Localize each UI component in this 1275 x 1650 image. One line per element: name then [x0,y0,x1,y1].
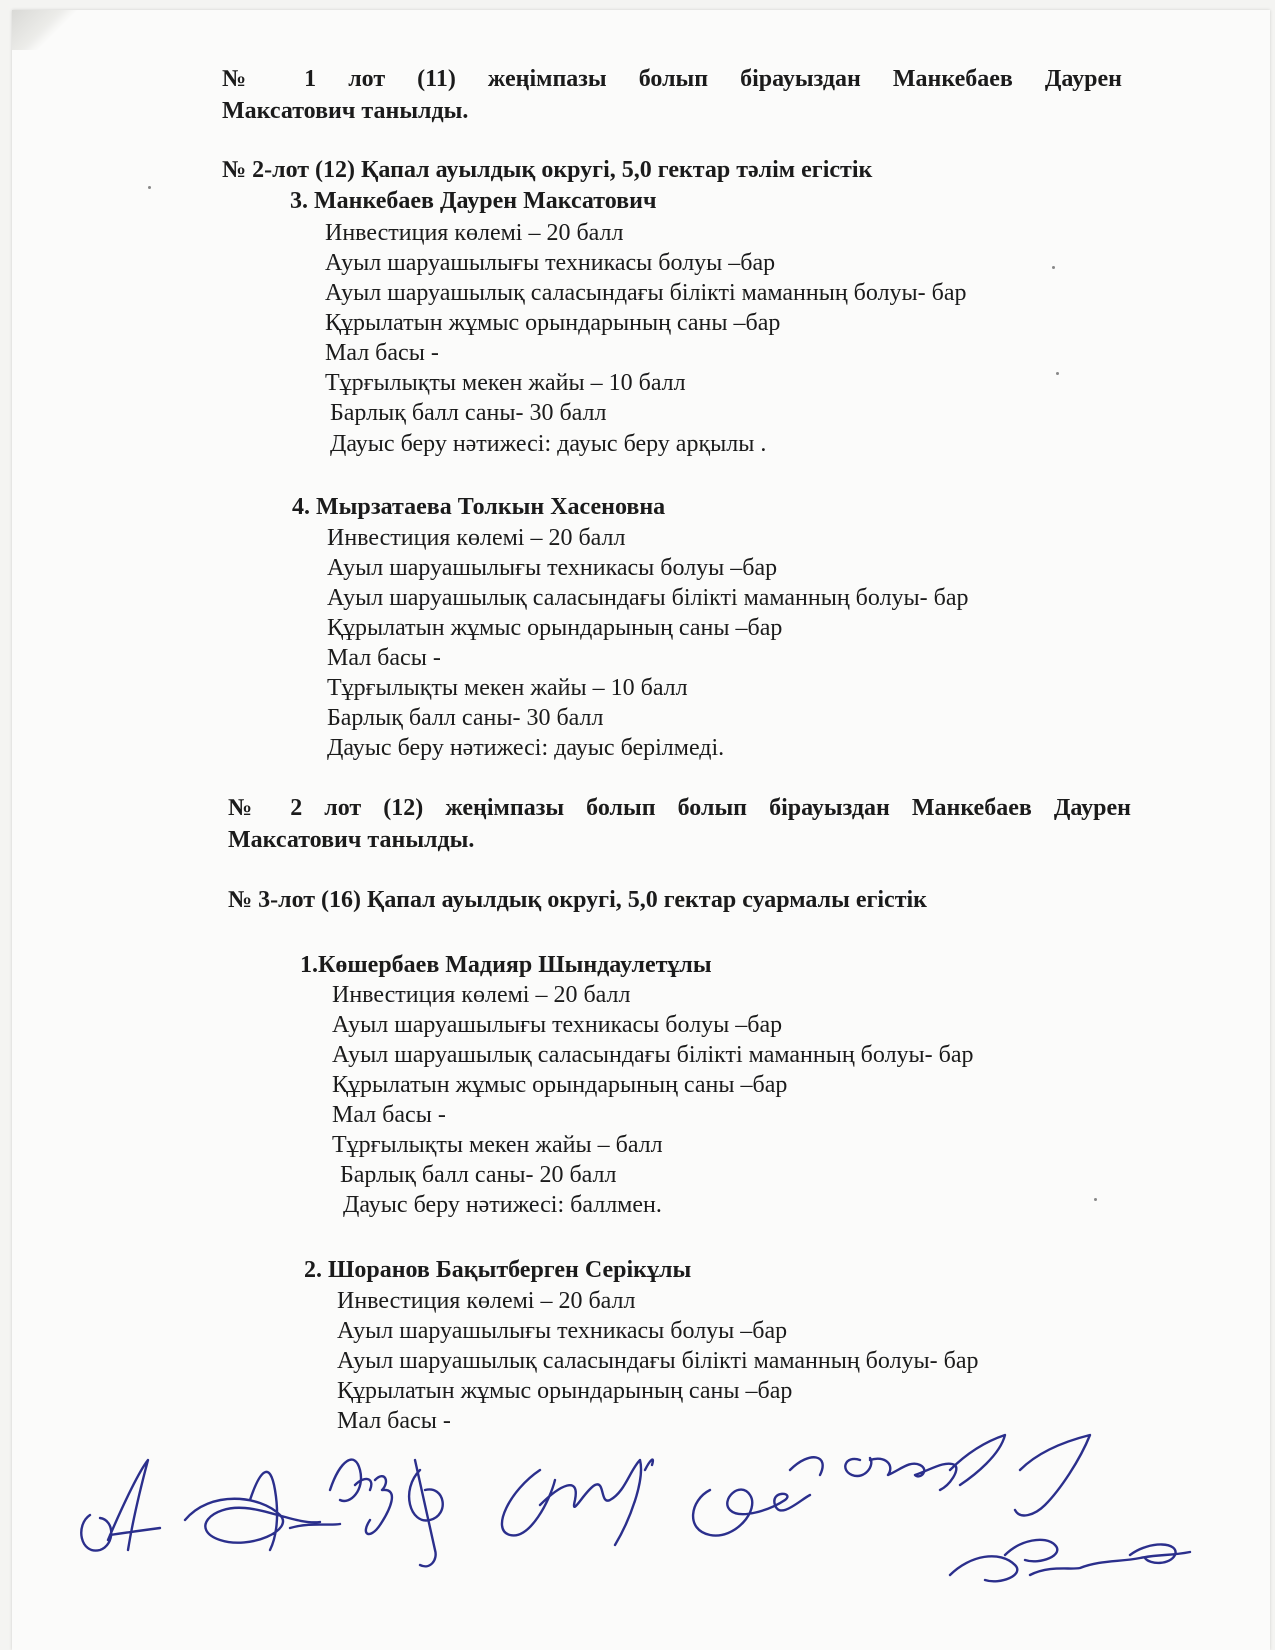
signature-8 [950,1435,1190,1581]
lot2-winner-line2: Максатович танылды. [228,827,475,853]
signature-3 [330,1460,392,1534]
signatures-row [70,1430,1240,1645]
criterion-jobs: Құрылатын жұмыс орындарының саны –бар [337,1378,793,1404]
criterion-livestock: Мал басы - [325,340,439,366]
lot2-candidate-name: 4. Мырзатаева Толкын Хасеновна [292,494,666,520]
criterion-residence: Тұрғылықты мекен жайы – балл [332,1132,663,1158]
criterion-specialist: Ауыл шаруашылық саласындағы білікті маманның болуы- бар [327,585,969,611]
criterion-total: Барлық балл саны- 30 балл [327,705,604,731]
lot1-winner-line2: Максатович танылды. [222,98,469,124]
scan-speck [1056,372,1059,375]
lot3-candidate-name: 2. Шоранов Бақытберген Серікұлы [304,1257,692,1283]
vote-result: Дауыс беру нәтижесі: дауыс беру арқылы . [330,431,767,457]
criterion-specialist: Ауыл шаруашылық саласындағы білікті маманның болуы- бар [332,1042,974,1068]
criterion-livestock: Мал басы - [327,645,441,671]
signature-1 [81,1460,160,1551]
signatures-drawing [70,1430,1240,1645]
criterion-residence: Тұрғылықты мекен жайы – 10 балл [327,675,688,701]
signature-2 [185,1472,340,1550]
vote-result: Дауыс беру нәтижесі: дауыс берілмеді. [327,735,725,761]
scan-speck [1052,266,1055,269]
criterion-livestock: Мал басы - [332,1102,446,1128]
criterion-investment: Инвестиция көлемі – 20 балл [332,982,631,1008]
criterion-machinery: Ауыл шаруашылығы техникасы болуы –бар [337,1318,788,1344]
signature-4 [409,1460,443,1566]
scan-speck [1094,1198,1097,1201]
criterion-machinery: Ауыл шаруашылығы техникасы болуы –бар [332,1012,783,1038]
criterion-machinery: Ауыл шаруашылығы техникасы болуы –бар [327,555,778,581]
criterion-investment: Инвестиция көлемі – 20 балл [337,1288,636,1314]
criterion-investment: Инвестиция көлемі – 20 балл [325,220,624,246]
criterion-specialist: Ауыл шаруашылық саласындағы білікті маманның болуы- бар [337,1348,979,1374]
criterion-residence: Тұрғылықты мекен жайы – 10 балл [325,370,686,396]
criterion-total: Барлық балл саны- 20 балл [340,1162,617,1188]
signature-7 [845,1435,1005,1490]
signature-6 [693,1457,823,1535]
criterion-jobs: Құрылатын жұмыс орындарының саны –бар [327,615,783,641]
lot2-winner-line1: № 2 лот (12) жеңімпазы болып болып бірауыздан Манкебаев Даурен [228,795,1131,821]
lot1-winner-line1: № 1 лот (11) жеңімпазы болып бірауыздан Манкебаев Даурен [222,66,1122,92]
criterion-livestock: Мал басы - [337,1408,451,1434]
criterion-specialist: Ауыл шаруашылық саласындағы білікті маманның болуы- бар [325,280,967,306]
lot3-heading: № 3-лот (16) Қапал ауылдық округі, 5,0 гектар суармалы егістік [228,887,927,913]
criterion-jobs: Құрылатын жұмыс орындарының саны –бар [325,310,781,336]
criterion-investment: Инвестиция көлемі – 20 балл [327,525,626,551]
lot3-candidate-name: 1.Көшербаев Мадияр Шындаулетұлы [300,952,712,978]
lot2-heading: № 2-лот (12) Қапал ауылдық округі, 5,0 гектар тәлім егістік [222,157,873,183]
lot2-winner-paragraph [228,793,1131,823]
criterion-total: Барлық балл саны- 30 балл [330,400,607,426]
vote-result: Дауыс беру нәтижесі: баллмен. [343,1192,662,1218]
lot2-candidate-name: 3. Манкебаев Даурен Максатович [290,188,657,214]
criterion-machinery: Ауыл шаруашылығы техникасы болуы –бар [325,250,776,276]
criterion-jobs: Құрылатын жұмыс орындарының саны –бар [332,1072,788,1098]
scan-speck [148,186,151,189]
lot1-winner-paragraph [222,64,1122,94]
signature-5 [502,1460,653,1545]
